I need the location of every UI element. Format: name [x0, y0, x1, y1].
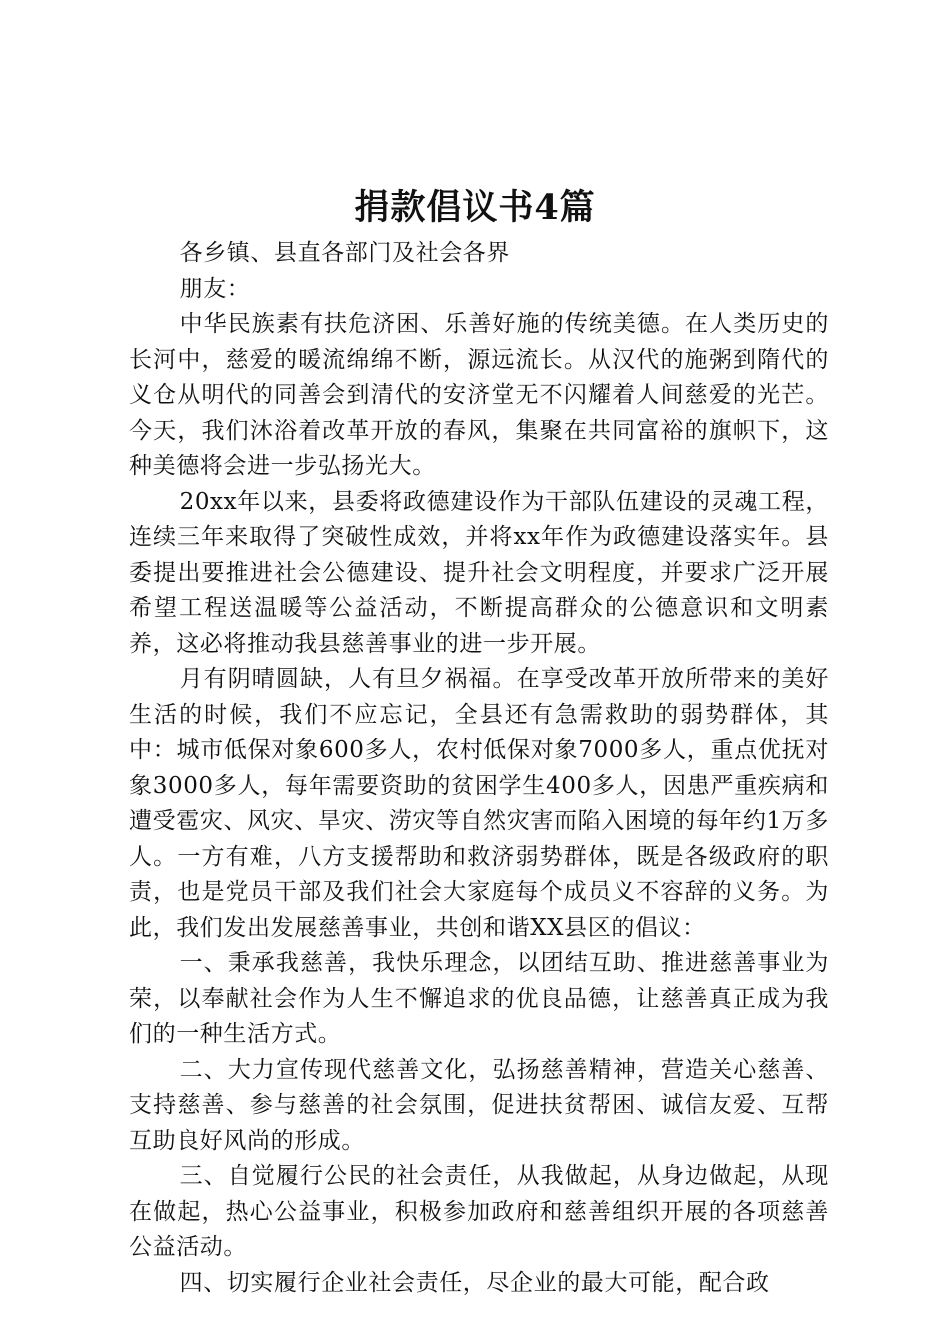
body-paragraph: 中华民族素有扶危济困、乐善好施的传统美德。在人类历史的长河中，慈爱的暖流绵绵不断，源远流长。从汉代的施粥到隋代的义仓从明代的同善会到清代的安济堂无不闪耀着人间慈爱的光芒。今天，我们沐浴着改革开放的春风，集聚在共同富裕的旗帜下，这种美德将会进一步弘扬光大。 — [129, 311, 829, 479]
body-paragraph: 三、自觉履行公民的社会责任，从我做起，从身边做起，从现在做起，热心公益事业，积极参加政府和慈善组织开展的各项慈善公益活动。 — [129, 1163, 829, 1260]
salutation-line: 朋友： — [179, 275, 251, 302]
body-paragraph: 20xx年以来，县委将政德建设作为干部队伍建设的灵魂工程，连续三年来取得了突破性成效，并将xx年作为政德建设落实年。县委提出要推进社会公德建设、提升社会文明程度，并要求广泛开展希望工程送温暖等公益活动，不断提高群众的公德意识和文明素养，这必将推动我县慈善事业的进一步开展。 — [129, 488, 829, 657]
body-paragraph: 四、切实履行企业社会责任，尽企业的最大可能，配合政 — [179, 1269, 770, 1296]
salutation-line: 各乡镇、县直各部门及社会各界 — [179, 240, 510, 266]
body-paragraph: 一、秉承我慈善，我快乐理念，以团结互助、推进慈善事业为荣，以奉献社会作为人生不懈追求的优良品德，让慈善真正成为我们的一种生活方式。 — [129, 950, 829, 1047]
body-paragraph: 二、大力宣传现代慈善文化，弘扬慈善精神，营造关心慈善、支持慈善、参与慈善的社会氛围，促进扶贫帮困、诚信友爱、互帮互助良好风尚的形成。 — [129, 1056, 829, 1154]
document-body — [129, 236, 829, 1301]
body-paragraph: 月有阴晴圆缺，人有旦夕祸福。在享受改革开放所带来的美好生活的时候，我们不应忘记，全县还有急需救助的弱势群体，其中：城市低保对象600多人，农村低保对象7000多人，重点优抚对象3000多人，每年需要资助的贫困学生400多人，因患严重疾病和遭受雹灾、风灾、旱灾、涝灾等自然灾害而陷入困境的每年约1万多人。一方有难，八方支援帮助和救济弱势群体，既是各级政府的职责，也是党员干部及我们社会大家庭每个成员义不容辞的义务。为此，我们发出发展慈善事业，共创和谐XX县区的倡议： — [129, 666, 829, 941]
document-title: 捐款倡议书4篇 — [354, 187, 596, 228]
